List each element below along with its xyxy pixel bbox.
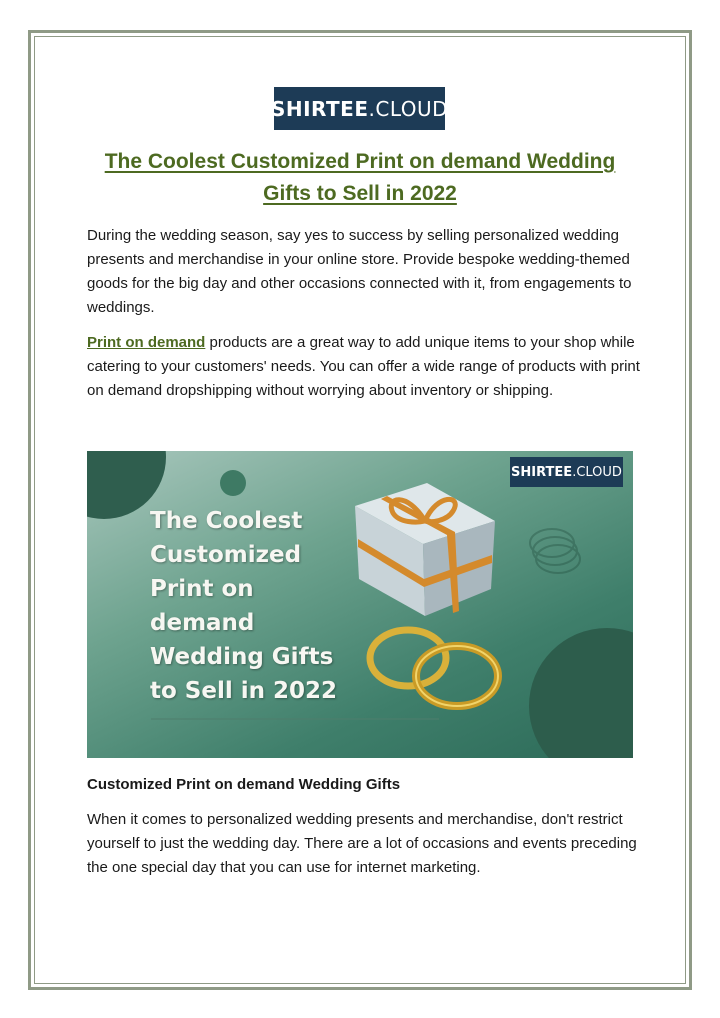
pod-paragraph [87,331,647,403]
banner-title-line: Customized [150,542,302,568]
hero-banner-image [87,451,633,758]
decor-circle-small [220,470,246,496]
logo-brand-bold: SHIRTEE [270,96,369,121]
pod-paragraph-text: products are a great way to add unique items to your shop while catering to your customers' needs. You can offer a wide range of products with print on demand dropshipping without worrying about inventory or shipping. [87,334,640,399]
closing-paragraph: When it comes to personalized wedding presents and merchandise, don't restrict yourself to just the wedding day. There are a lot of occasions and events preceding the one special day that you can use for internet marketing. [87,811,637,876]
logo-brand-light: .CLOUD [368,96,449,121]
banner-title-line: to Sell in 2022 [150,678,338,704]
gift-box-icon [355,483,495,616]
banner-logo-bold: SHIRTEE [511,464,573,480]
banner-title [150,504,337,708]
banner-title-line: The Coolest [150,508,303,534]
faint-rings-decor [530,529,580,573]
wedding-rings-icon [370,630,498,706]
section-heading: Customized Print on demand Wedding Gifts [87,776,401,793]
banner-logo-light: .CLOUD [572,464,622,480]
banner-title-line: demand [150,610,255,636]
banner-title-line: Wedding Gifts [150,644,334,670]
decor-circle-bottom-right [529,628,633,758]
brand-logo [270,87,449,130]
banner-title-line: Print on [150,576,254,602]
print-on-demand-link[interactable]: Print on demand [87,334,206,351]
intro-paragraph: During the wedding season, say yes to success by selling personalized wedding presents and merchandise in your online store. Provide bespoke wedding-themed goods for the big day and other occasions connected with it, from engagements to weddings. [87,227,632,316]
banner-logo [510,457,623,487]
page-title: The Coolest Customized Print on demand Wedding Gifts to Sell in 2022 [104,150,616,205]
